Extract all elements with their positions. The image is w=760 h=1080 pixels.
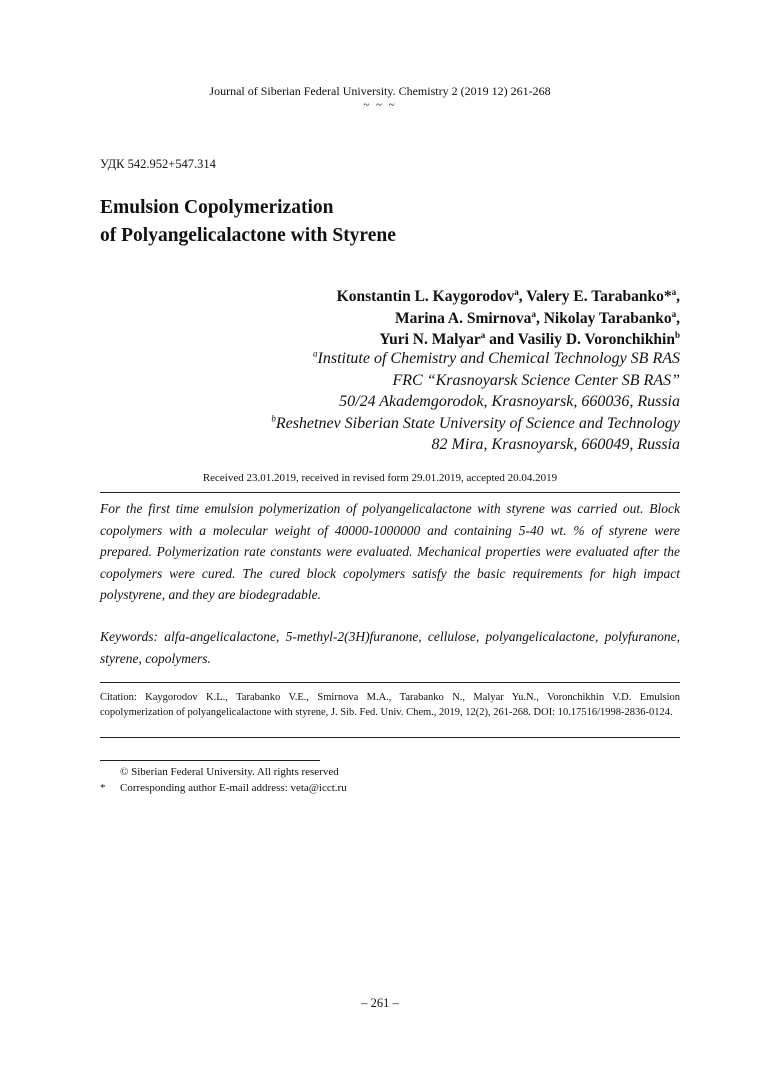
- author-list: [337, 286, 680, 351]
- page-number: – 261 –: [361, 996, 399, 1010]
- paper-title: [100, 194, 396, 250]
- author-line-1: Konstantin L. Kaygorodov$^a$, Valery E. Tarabanko*$^a$,: [336, 286, 680, 305]
- citation: Citation: Kaygorodov K.L., Tarabanko V.E., Smirnova M.A., Tarabanko N., Malyar Yu.N., Voronchikhin V.D. Emulsion copolymerization of polyangelicalactone with styrene, J. Sib. Fed. Univ. Chem., 2019, 12(2), 261-268. DOI: 10.17516/1998-2836-0124.: [100, 692, 680, 718]
- abstract: For the first time emulsion polymerization of polyangelicalactone with styrene was carried out. Block copolymers with a molecular weight of 40000-1000000 and containing 5-40 wt. % of styrene were prepared. Polymerization rate constants were evaluated. Mechanical properties were evaluated after the copolymers were cured. The cured block copolymers satisfy the basic requirements for high impact polystyrene, and they are biodegradable.: [100, 501, 680, 602]
- header-ornament: ~ ~ ~: [363, 99, 397, 111]
- affiliation-b-line-2: 82 Mira, Krasnoyarsk, 660049, Russia: [431, 436, 680, 453]
- divider-top: [100, 492, 680, 493]
- received-dates: Received 23.01.2019, received in revised form 29.01.2019, accepted 20.04.2019: [202, 472, 558, 484]
- affiliation-a-line-2: FRC “Krasnoyarsk Science Center SB RAS”: [392, 371, 680, 389]
- title-line-1: Emulsion Copolymerization: [100, 197, 334, 218]
- affiliations: [271, 348, 680, 456]
- keywords: Keywords: alfa-angelicalactone, 5-methyl-2(3H)furanone, cellulose, polyangelicalactone, polyfuranone, styrene, copolymers.: [100, 629, 680, 666]
- footnote-corresponding: * Corresponding author E-mail address: veta@icct.ru: [100, 782, 347, 794]
- journal-header: Journal of Siberian Federal University. Chemistry 2 (2019 12) 261-268: [209, 84, 551, 98]
- title-line-2: of Polyangelicalactone with Styrene: [100, 225, 396, 246]
- affiliation-a-line-1: $^a$Institute of Chemistry and Chemical Technology SB RAS: [313, 348, 680, 367]
- footnote-copyright: © Siberian Federal University. All rights reserved: [120, 766, 339, 778]
- divider-citation-bottom: [100, 737, 680, 738]
- author-line-2: Marina A. Smirnova$^a$, Nikolay Tarabanko$^a$,: [394, 308, 680, 327]
- udc-code: УДК 542.952+547.314: [100, 157, 216, 171]
- divider-citation-top: [100, 682, 680, 683]
- author-line-3: Yuri N. Malyar$^a$ and Vasiliy D. Voronchikhin$^b$: [379, 329, 680, 348]
- affiliation-b-line-1: $^b$Reshetnev Siberian State University of Science and Technology: [271, 413, 680, 432]
- affiliation-a-line-3: 50/24 Akademgorodok, Krasnoyarsk, 660036, Russia: [339, 393, 680, 410]
- footnote-rule: [100, 760, 320, 761]
